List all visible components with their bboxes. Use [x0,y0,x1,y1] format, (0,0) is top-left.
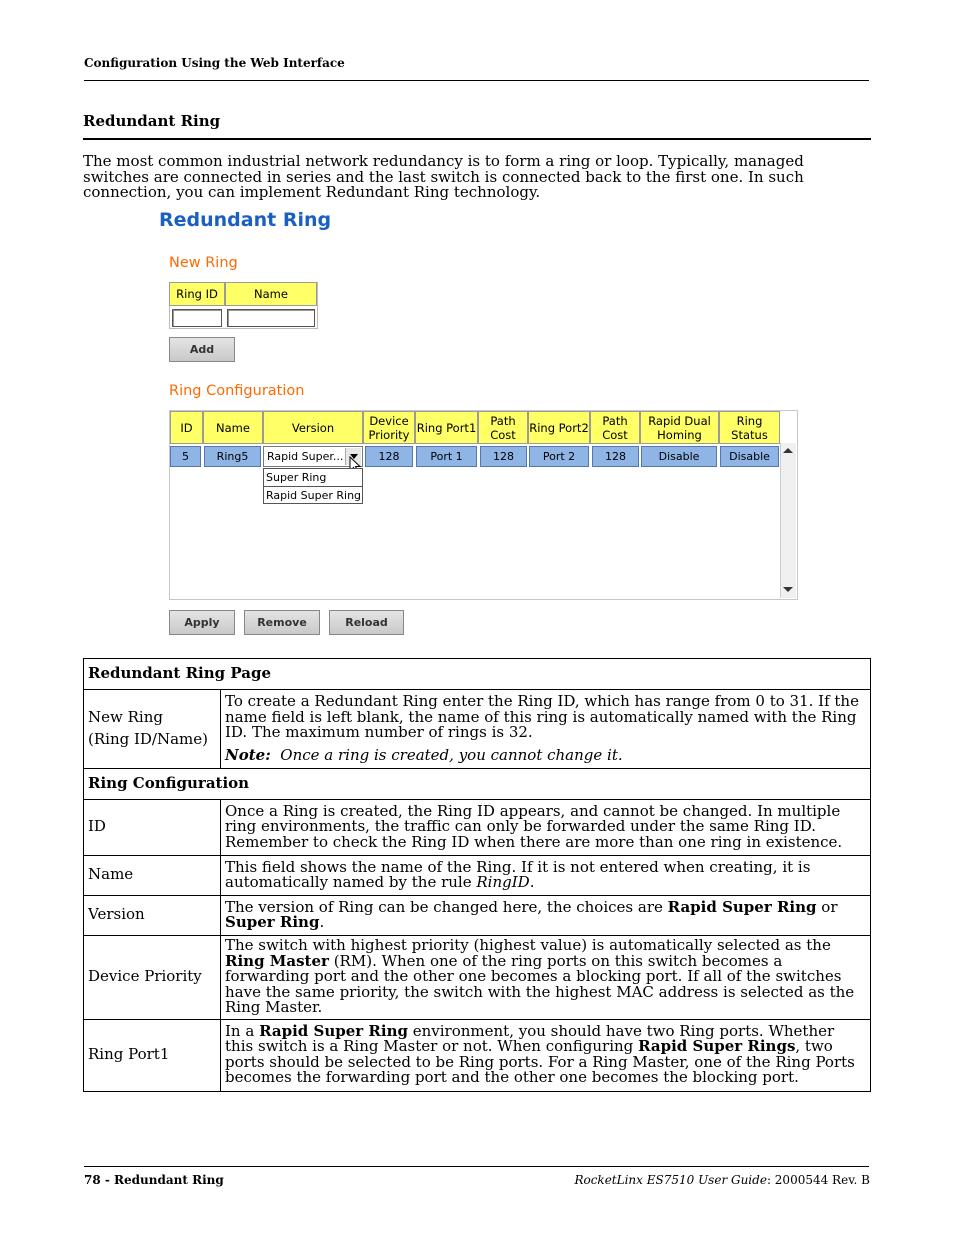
footer-page-label: 78 - Redundant Ring [84,1173,224,1187]
col-header-id: ID [170,411,203,444]
running-head: Configuration Using the Web Interface [84,56,345,70]
new-ring-heading: New Ring [169,255,238,271]
name-desc-text: This field shows the name of the Ring. If it is not entered when creating, it is automatically named by the rule [225,857,811,891]
row-label-device-priority: Device Priority [84,936,221,1020]
col-header-ring-port1: Ring Port1 [415,411,478,444]
row-desc-version [221,896,871,936]
priority-desc-b: Ring Master [225,951,329,970]
intro-paragraph: The most common industrial network redundancy is to form a ring or loop. Typically, managed switches are connected in series and the last switch is connected back to the first one. In such connection, you can implement Redundant Ring technology. [83,152,804,201]
footer-doc-title: RocketLinx ES7510 User Guide [574,1173,767,1187]
row-desc-id: Once a Ring is created, the Ring ID appears, and cannot be changed. In multiple ring environments, the traffic can only be forwarded under the same Ring ID. Remember to check the Ring ID when there are more than one ring in existence. [221,800,871,856]
priority-desc-a: The switch with highest priority (highest value) is automatically selected as the [225,936,831,954]
cell-rapid-dual-homing[interactable]: Disable [641,446,717,467]
ring-name-input[interactable] [227,309,315,327]
col-header-version: Version [263,411,363,444]
version-desc-b1: Rapid Super Ring [667,897,817,916]
cell-ring-port2[interactable]: Port 2 [529,446,589,467]
name-desc-em: RingID [476,873,530,891]
port1-desc-b2: Rapid Super Rings [638,1037,796,1055]
version-dropdown-list [263,468,363,504]
footer-rule [84,1166,869,1167]
section-title: Redundant Ring [83,112,221,130]
ui-page-title: Redundant Ring [159,209,332,231]
ring-id-input[interactable] [172,309,222,327]
new-ring-sublabel: (Ring ID/Name) [88,730,208,748]
version-select[interactable] [263,446,363,467]
footer-doc-info [574,1173,870,1187]
cell-ring-port1[interactable]: Port 1 [416,446,477,467]
table-header-redundant-ring-page: Redundant Ring Page [84,659,871,690]
reload-button[interactable]: Reload [329,610,404,635]
version-select-value: Rapid Super... [267,450,344,463]
cell-ring-status[interactable]: Disable [720,446,779,467]
cell-device-priority[interactable]: 128 [365,446,413,467]
row-desc-new-ring [221,690,871,769]
row-label-version: Version [84,896,221,936]
col-header-rapid-dual-homing: Rapid Dual Homing [640,411,719,444]
note-label: Note: [225,745,271,764]
version-option-rapid-super-ring[interactable]: Rapid Super Ring [264,486,362,504]
description-table [83,658,871,1092]
vertical-scrollbar[interactable] [780,443,796,598]
new-ring-description: To create a Redundant Ring enter the Ring ID, which has range from 0 to 31. If the name field is left blank, the name of this ring is automatically named with the Ring ID. The maximum number of rings is 32. [225,692,859,741]
col-header-device-priority: Device Priority [363,411,415,444]
col-header-name: Name [203,411,263,444]
cell-name: Ring5 [204,446,261,467]
cell-path-cost-2[interactable]: 128 [592,446,639,467]
add-button[interactable]: Add [169,337,235,362]
apply-button[interactable]: Apply [169,610,235,635]
table-header-ring-configuration: Ring Configuration [84,769,871,800]
scroll-down-icon[interactable] [783,587,793,592]
priority-desc-c: (RM). When one of the ring ports on this switch becomes a forwarding port and the other one becomes a blocking port. If all of the switches have the same priority, the switch with the highest MAC address is selected as the Ring Master. [225,951,855,1016]
name-desc-end: . [529,873,535,891]
section-rule [83,138,871,140]
version-desc-b2: Super Ring [225,913,320,931]
port1-desc-b1: Rapid Super Ring [259,1021,408,1040]
row-desc-device-priority [221,936,871,1020]
version-desc-end: . [319,913,325,931]
row-label-id: ID [84,800,221,856]
row-label-new-ring [84,690,221,769]
header-ring-id: Ring ID [169,282,225,306]
row-label-ring-port1: Ring Port1 [84,1019,221,1091]
new-ring-note [225,745,866,764]
header-rule [84,80,869,81]
version-desc-c: or [816,897,838,916]
row-desc-name [221,856,871,896]
col-header-ring-status: Ring Status [719,411,780,444]
col-header-path-cost-1: Path Cost [478,411,528,444]
scroll-up-icon[interactable] [783,448,793,453]
port1-desc-d: , two ports should be selected to be Ring ports. For a Ring Master, one of the Ring Ports becomes the forwarding port and the other one becomes the blocking port. [225,1037,855,1086]
cell-id: 5 [170,446,201,467]
version-desc-a: The version of Ring can be changed here, the choices are [225,897,668,916]
note-text: Once a ring is created, you cannot change it. [280,745,623,764]
row-label-name: Name [84,856,221,896]
header-name: Name [225,282,317,306]
ring-configuration-heading: Ring Configuration [169,383,305,399]
new-ring-label: New Ring [88,707,163,726]
row-desc-ring-port1 [221,1019,871,1091]
cell-path-cost-1[interactable]: 128 [480,446,527,467]
port1-desc-a: In a [225,1021,260,1040]
footer-doc-rev: : 2000544 Rev. B [766,1173,870,1187]
col-header-ring-port2: Ring Port2 [528,411,590,444]
version-option-super-ring[interactable]: Super Ring [266,471,327,484]
remove-button[interactable]: Remove [244,610,320,635]
col-header-path-cost-2: Path Cost [590,411,640,444]
port1-desc-c: environment, you should have two Ring ports. Whether this switch is a Ring Master or not. When configuring [225,1021,835,1055]
